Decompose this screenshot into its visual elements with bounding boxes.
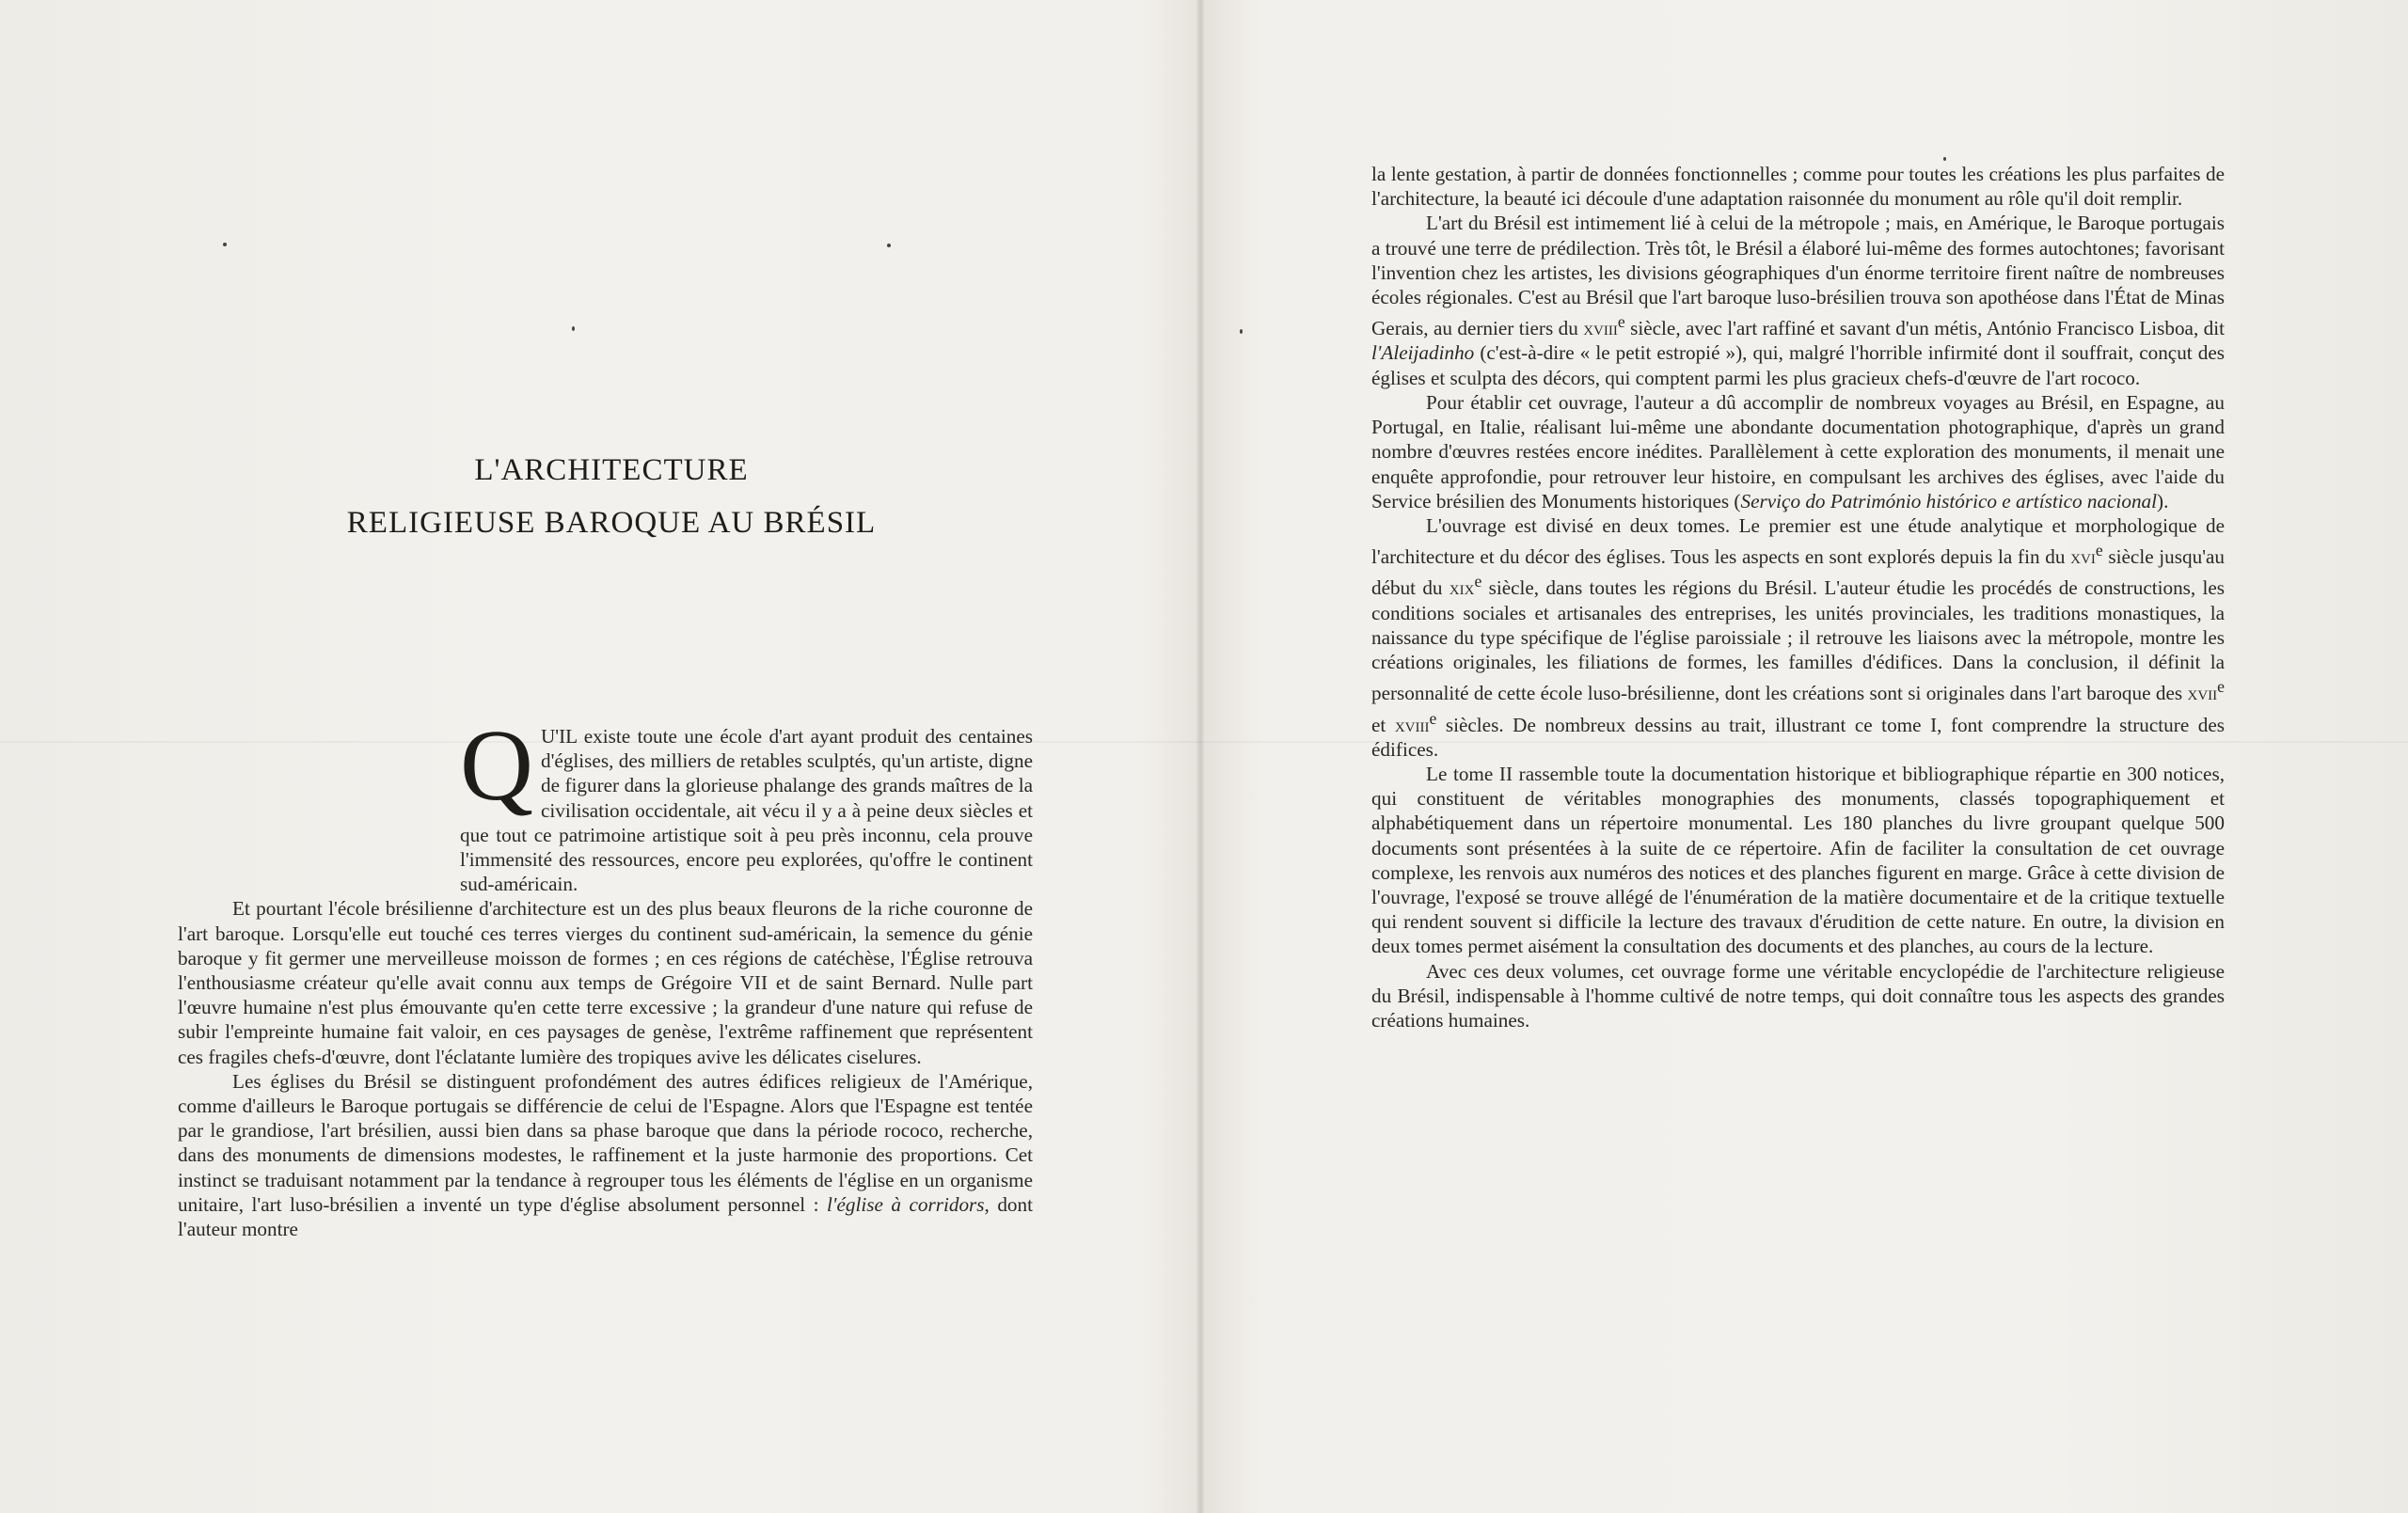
century-numeral: xix: [1449, 576, 1475, 600]
drop-cap: Q: [460, 710, 533, 822]
paragraph-3: [1371, 390, 2225, 513]
paragraph-3-italic: Serviço do Património histórico e artístico nacional: [1740, 489, 2158, 512]
paragraph-3-text: Pour établir cet ouvrage, l'auteur a dû accomplir de nombreux voyages au Brésil, en Espagne, au Portugal, en Italie, réalisant lui-même une abondante documentation photographique, d'après un grand nombre d'œuvres restées encore inédites. Parallèlement à cette exploration des monuments, il menait une enquête approfondie, pour retrouver leur histoire, en compulsant les archives des églises, avec l'aide du Service brésilien des Monuments historiques (: [1371, 390, 2225, 512]
century-suffix: e: [1429, 708, 1437, 728]
paragraph-3-end: ).: [2157, 489, 2169, 512]
ink-speck: [1943, 157, 1946, 161]
century-suffix: e: [2095, 541, 2103, 560]
century-numeral: xviii: [1394, 713, 1430, 736]
left-text-column: [178, 710, 1033, 1241]
paragraph-1: la lente gestation, à partir de données fonctionnelles ; comme pour toutes les créations les plus parfaites de l'architecture, la beauté ici découle d'une adaptation raisonnée du monument au rôle qu'il doit remplir.: [1371, 163, 2225, 211]
ink-speck: [887, 244, 891, 247]
paragraph-2-text-c: (c'est-à-dire « le petit estropié »), qui, malgré l'horrible infirmité dont il souffrait, conçut des églises et sculpta des décors, qui comptent parmi les plus gracieux chefs-d'œuvre de l'art rococo.: [1371, 341, 2225, 389]
century-suffix: e: [1474, 572, 1482, 591]
paragraph-4: [1371, 513, 2225, 762]
century-numeral: xvii: [2187, 682, 2218, 705]
paragraph-3-end: , dont l'auteur montre: [178, 1192, 1033, 1241]
paragraph-3-italic: l'église à corridors: [827, 1192, 985, 1216]
century-numeral: xvi: [2070, 545, 2096, 569]
ink-speck: [572, 326, 575, 331]
ink-speck: [223, 243, 227, 246]
century-suffix: e: [1617, 312, 1625, 332]
page-title: [310, 444, 912, 549]
century-suffix: e: [2217, 677, 2225, 697]
paragraph-3-text: Les églises du Brésil se distinguent profondément des autres édifices religieux de l'Amérique, comme d'ailleurs le Baroque portugais se différencie de celui de l'Espagne. Alors que l'Espagne est tentée par le grandiose, l'art brésilien, aussi bien dans sa phase baroque que dans la période rococo, recherche, dans des monuments de dimensions modestes, le raffinement et la juste harmonie des proportions. Cet instinct se traduisant notamment par la tendance à regrouper tous les éléments de l'église en un organisme unitaire, l'art luso-brésilien a inventé un type d'église absolument personnel :: [178, 1069, 1033, 1216]
paragraph-4-text-c: siècle, dans toutes les régions du Brésil. L'auteur étudie les procédés de constructions, les conditions sociales et artisanales des entreprises, les unités provinciales, les traditions monastiques, la naissance du type spécifique de l'église paroissiale ; il retrouve les liaisons avec la métropole, montre les créations originales, les filiations de formes, les familles d'édifices. Dans la conclusion, il définit la personnalité de cette école luso-brésilienne, dont les créations sont si originales dans l'art baroque des: [1371, 576, 2226, 705]
paragraph-4-and: et: [1371, 713, 1386, 736]
title-line-2: RELIGIEUSE BAROQUE AU BRÉSIL: [346, 506, 877, 540]
paragraph-6: Avec ces deux volumes, cet ouvrage forme une véritable encyclopédie de l'architecture religieuse du Brésil, indispensable à l'homme cultivé de notre temps, qui doit connaître tous les aspects des grandes créations humaines.: [1371, 959, 2225, 1032]
paragraph-1: [178, 710, 1033, 896]
paragraph-4-text-e: siècles. De nombreux dessins au trait, illustrant ce tome I, font comprendre la structure des édifices.: [1371, 713, 2226, 761]
century-numeral: xviii: [1583, 317, 1618, 340]
paragraph-2: [1371, 211, 2225, 389]
book-gutter: [1196, 0, 1204, 1513]
paragraph-2: Et pourtant l'école brésilienne d'architecture est un des plus beaux fleurons de la riche couronne de l'art baroque. Lorsqu'elle eut touché ces terres vierges du continent sud-américain, la semence du génie baroque y fit germer une merveilleuse moisson de formes ; en ces régions de catéchèse, l'Église retrouva l'enthousiasme créateur qu'elle avait connu aux temps de Grégoire VII et de saint Bernard. Nulle part l'œuvre humaine n'est plus émouvante qu'en cette terre excessive ; la grandeur d'une nature qui refuse de subir l'empreinte humaine fait valoir, en ces paysages de genèse, l'extrême raffinement que représentent ces fragiles chefs-d'œuvre, dont l'éclatante lumière des tropiques avive les délicates ciselures.: [178, 897, 1033, 1068]
paragraph-2-text: L'art du Brésil est intimement lié à celui de la métropole ; mais, en Amérique, le Baroque portugais a trouvé une terre de prédilection. Très tôt, le Brésil a élaboré lui-même des formes autochtones; favorisant l'invention chez les artistes, les divisions géographiques d'un énorme territoire firent naître de nombreuses écoles régionales. C'est au Brésil que l'art baroque luso-brésilien trouva son apothéose dans l'État de Minas Gerais, au dernier tiers du: [1371, 212, 2225, 340]
paragraph-4-text-b: siècle jusqu'au début du: [1371, 545, 2226, 600]
paragraph-2-italic: l'Aleijadinho: [1371, 341, 1475, 365]
paragraph-5: Le tome II rassemble toute la documentation historique et bibliographique répartie en 300 notices, qui constituent de véritables monographies des monuments, classés topographiquement et alphabétiquement dans un répertoire monumental. Les 180 planches du livre groupant quelque 500 documents sont présentées à la suite de ce répertoire. Afin de faciliter la consultation de cet ouvrage complexe, les renvois aux numéros des notices et des planches figurent en marge. Grâce à cette division de l'ouvrage, l'exposé se trouve allégé de l'énumération de la matière documentaire et de la critique textuelle qui rendent souvent si difficile la lecture des travaux d'érudition de cette nature. En outre, la division en deux tomes permet aisément la consultation des documents et des planches, au cours de la lecture.: [1371, 762, 2225, 958]
paragraph-1-text: U'IL existe toute une école d'art ayant produit des centaines d'églises, des milliers de retables sculptés, qu'un artiste, digne de figurer dans la glorieuse phalange des grands maîtres de la civilisation occidentale, ait vécu il y a à peine deux siècles et que tout ce patrimoine artistique soit à peu près inconnu, cela prouve l'immensité des ressources, encore peu explorées, qu'offre le continent sud-américain.: [460, 725, 1033, 896]
ink-speck: [1240, 329, 1243, 334]
paragraph-4-text: L'ouvrage est divisé en deux tomes. Le premier est une étude analytique et morphologique de l'architecture et du décor des églises. Tous les aspects en sont explorés depuis la fin du: [1371, 513, 2225, 569]
paragraph-2-text-b: siècle, avec l'art raffiné et savant d'un métis, António Francisco Lisboa, dit: [1630, 317, 2226, 340]
title-line-1: L'ARCHITECTURE: [474, 453, 749, 487]
paragraph-3: [178, 1069, 1033, 1241]
right-text-column: [1371, 162, 2225, 1032]
